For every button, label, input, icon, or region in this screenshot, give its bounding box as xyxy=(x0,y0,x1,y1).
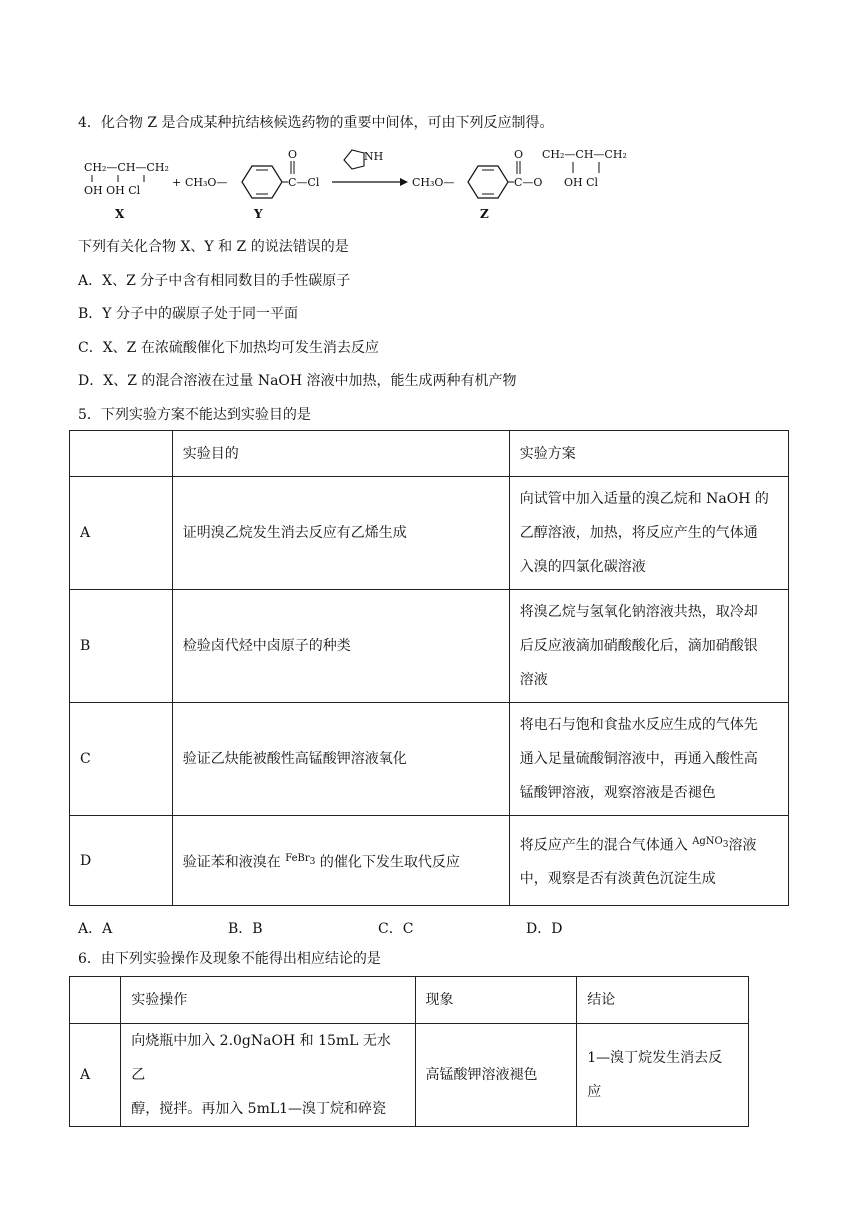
table-row xyxy=(70,477,789,590)
compound-y-label: Y xyxy=(254,207,263,221)
y-benzene-ring xyxy=(242,166,282,198)
catalyst-nh: NH xyxy=(364,150,384,163)
z-chain-bottom: OH Cl xyxy=(564,176,599,189)
question-6-table xyxy=(69,976,749,1127)
plus-sign: + xyxy=(172,176,182,189)
compound-x-label: X xyxy=(115,207,125,221)
question-4-option-c: C．X、Z 在浓硫酸催化下加热均可发生消去反应 xyxy=(78,340,379,356)
compound-z-label: Z xyxy=(480,207,489,221)
question-4-option-d: D．X、Z 的混合溶液在过量 NaOH 溶液中加热，能生成两种有机产物 xyxy=(78,373,517,389)
phenomenon-cell: 高锰酸钾溶液褪色 xyxy=(415,1024,577,1127)
row-label: A xyxy=(70,1024,121,1127)
z-carbonyl-oxygen: O xyxy=(514,148,524,161)
y-carbonyl-oxygen: O xyxy=(288,148,298,161)
table-header-cell: 结论 xyxy=(577,977,749,1024)
table-row xyxy=(70,590,789,703)
table-header-cell xyxy=(70,977,121,1024)
question-4-intro: 下列有关化合物 X、Y 和 Z 的说法错误的是 xyxy=(78,239,349,255)
answer-choice-c: C．C xyxy=(378,921,414,937)
reaction-scheme xyxy=(82,146,642,224)
row-label: A xyxy=(70,477,173,590)
table-row xyxy=(70,816,789,906)
y-acyl-chloride: C—Cl xyxy=(288,176,320,189)
answer-choice-d: D．D xyxy=(526,921,563,937)
z-chain-top: CH₂—CH—CH₂ xyxy=(542,148,627,161)
question-6-stem: 6．由下列实验操作及现象不能得出相应结论的是 xyxy=(78,951,381,967)
answer-choice-b: B．B xyxy=(228,921,263,937)
table-row xyxy=(70,703,789,816)
purpose-cell: 验证苯和液溴在 $^{FeBr_3}$ 的催化下发生取代反应 xyxy=(172,816,509,906)
conclusion-cell: 1—溴丁烷发生消去反 应 xyxy=(577,1024,749,1127)
table-header-cell xyxy=(70,431,173,477)
x-structure-bottom: OH OH Cl xyxy=(84,184,141,197)
table-header-row xyxy=(70,431,789,477)
table-header-cell: 实验操作 xyxy=(121,977,415,1024)
question-5-table xyxy=(69,430,789,906)
table-header-cell: 实验方案 xyxy=(509,431,788,477)
question-4-option-a: A．X、Z 分子中含有相同数目的手性碳原子 xyxy=(78,273,351,289)
purpose-cell: 证明溴乙烷发生消去反应有乙烯生成 xyxy=(172,477,509,590)
question-4-option-b: B．Y 分子中的碳原子处于同一平面 xyxy=(78,306,298,322)
row-label: D xyxy=(70,816,173,906)
plan-cell: 将反应产生的混合气体通入 $^{AgNO_3}$溶液 中，观察是否有淡黄色沉淀生成 xyxy=(509,816,788,906)
table-header-cell: 实验目的 xyxy=(172,431,509,477)
operation-cell: 向烧瓶中加入 2.0gNaOH 和 15mL 无水乙 醇，搅拌。再加入 5mL1—溴丁烷和碎瓷 xyxy=(121,1024,415,1127)
question-5-stem: 5．下列实验方案不能达到实验目的是 xyxy=(78,407,311,423)
purpose-cell: 验证乙炔能被酸性高锰酸钾溶液氧化 xyxy=(172,703,509,816)
answer-choice-a: A．A xyxy=(78,921,113,937)
z-ester: C—O xyxy=(514,176,543,189)
chem-formula: AgNO xyxy=(692,835,723,847)
x-structure-top: CH₂—CH—CH₂ xyxy=(84,161,169,174)
chem-formula: FeBr xyxy=(285,852,310,864)
z-benzene-ring xyxy=(468,166,508,198)
plan-cell: 向试管中加入适量的溴乙烷和 NaOH 的 乙醇溶液，加热，将反应产生的气体通 入溴的四氯化碳溶液 xyxy=(509,477,788,590)
imidazole-catalyst-icon xyxy=(344,150,364,169)
table-row xyxy=(70,1024,749,1127)
purpose-cell: 检验卤代烃中卤原子的种类 xyxy=(172,590,509,703)
z-methoxy: CH₃O— xyxy=(412,176,455,189)
table-header-row xyxy=(70,977,749,1024)
plan-cell: 将溴乙烷与氢氧化钠溶液共热，取冷却 后反应液滴加硝酸酸化后，滴加硝酸银 溶液 xyxy=(509,590,788,703)
row-label: C xyxy=(70,703,173,816)
table-header-cell: 现象 xyxy=(415,977,577,1024)
row-label: B xyxy=(70,590,173,703)
question-4-stem: 4．化合物 Z 是合成某种抗结核候选药物的重要中间体，可由下列反应制得。 xyxy=(78,115,554,131)
y-methoxy: CH₃O— xyxy=(185,176,228,189)
plan-cell: 将电石与饱和食盐水反应生成的气体先 通入足量硫酸铜溶液中，再通入酸性高 锰酸钾溶液，观察溶液是否褪色 xyxy=(509,703,788,816)
